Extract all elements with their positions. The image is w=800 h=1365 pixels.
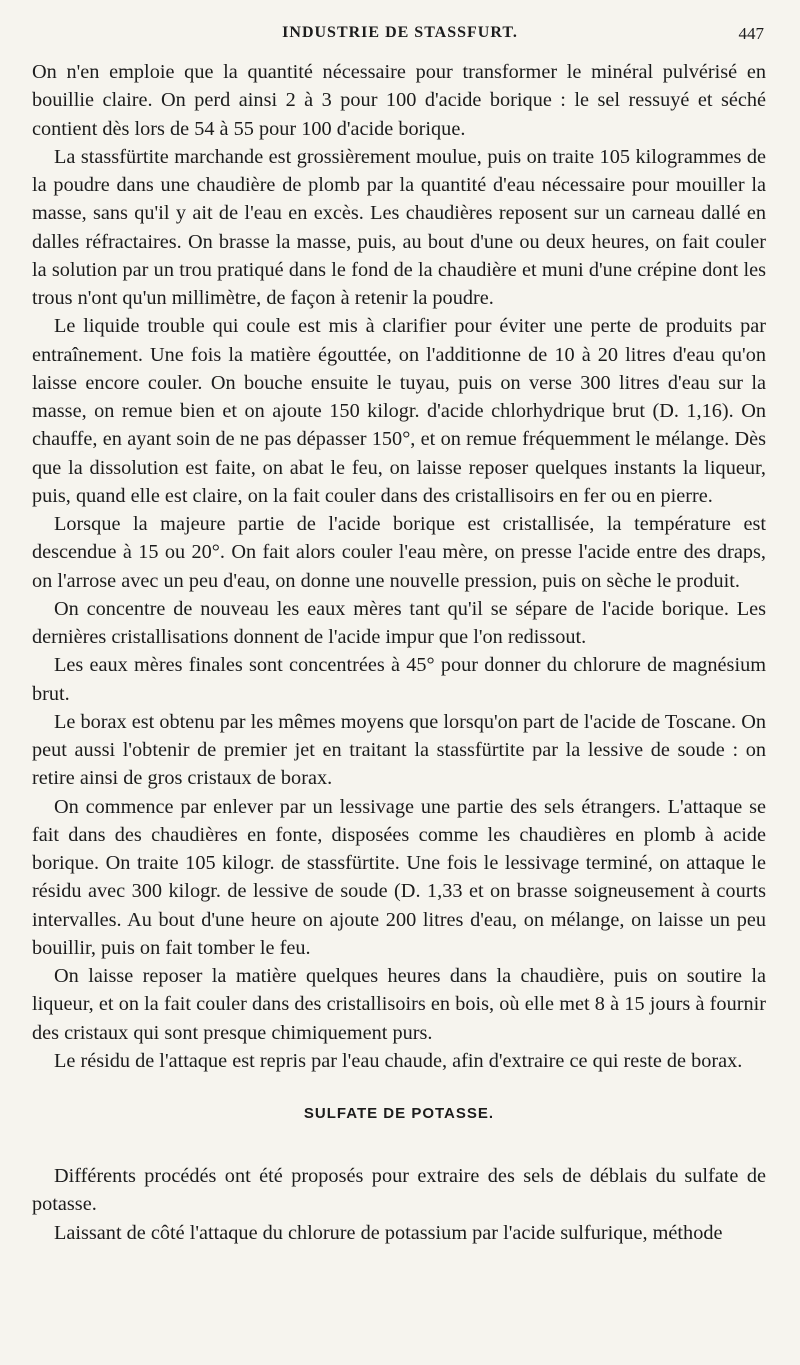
body-text [32,58,766,1247]
section-paragraph: Différents procédés ont été proposés pour extraire des sels de déblais du sulfate de potasse. [32,1165,766,1216]
section-paragraph: Laissant de côté l'attaque du chlorure de potassium par l'acide sulfurique, méthode [54,1221,723,1244]
paragraph: On concentre de nouveau les eaux mères tant qu'il se sépare de l'acide borique. Les dernières cristallisations donnent de l'acide impur que l'on redissout. [32,597,766,648]
page-number: 447 [738,24,764,43]
paragraph: Le liquide trouble qui coule est mis à clarifier pour éviter une perte de produits par entraînement. Une fois la matière égouttée, on l'additionne de 10 à 20 litres d'eau qu'on laisse encore couler. On bouche ensuite le tuyau, puis on verse 300 litres d'eau sur la masse, on remue bien et on ajoute 150 kilogr. d'acide chlorhydrique brut (D. 1,16). On chauffe, en ayant soin de ne pas dépasser 150°, et on remue fréquemment le mélange. Dès que la dissolution est faite, on abat le feu, on laisse reposer quelques instants la liqueur, puis, quand elle est claire, on la fait couler dans des cristallisoirs en fer ou en pierre. [32,315,766,507]
paragraph: Le résidu de l'attaque est repris par l'eau chaude, afin d'extraire ce qui reste de borax. [54,1049,743,1072]
paragraph: On commence par enlever par un lessivage une partie des sels étrangers. L'attaque se fait dans des chaudières en fonte, disposées comme les chaudières en plomb à acide borique. On traite 105 kilogr. de stassfürtite. Une fois le lessivage terminé, on attaque le résidu avec 300 kilogr. de lessive de soude (D. 1,33 et on brasse soigneusement à courts intervalles. Au bout d'une heure on ajoute 200 litres d'eau, on mélange, on laisse un peu bouillir, puis on fait tomber le feu. [32,795,766,959]
paragraph: La stassfürtite marchande est grossièrement moulue, puis on traite 105 kilogrammes de la poudre dans une chaudière de plomb par la quantité d'eau nécessaire pour mouiller la masse, sans qu'il y ait de l'eau en excès. Les chaudières reposent sur un carneau dallé en dalles réfractaires. On brasse la masse, puis, au bout d'une ou deux heures, on fait couler la solution par un trou pratiqué dans le fond de la chaudière et muni d'une crépine dont les trous n'ont qu'un millimètre, de façon à retenir la poudre. [32,145,766,309]
paragraph: On laisse reposer la matière quelques heures dans la chaudière, puis on soutire la liqueur, et on la fait couler dans des cristallisoirs en bois, où elle met 8 à 15 jours à fournir des cristaux qui sont presque chimiquement purs. [32,965,766,1044]
running-title: INDUSTRIE DE STASSFURT. [282,24,518,41]
paragraph: Les eaux mères finales sont concentrées à 45° pour donner du chlorure de magnésium brut. [32,654,766,705]
paragraph-continuation: On n'en emploie que la quantité nécessaire pour transformer le minéral pulvérisé en bouillie claire. On perd ainsi 2 à 3 pour 100 d'acide borique : le sel ressuyé et séché contient dès lors de 54 à 55 pour 100 d'acide borique. [32,61,766,140]
paragraph: Le borax est obtenu par les mêmes moyens que lorsqu'on part de l'acide de Toscane. On peut aussi l'obtenir de premier jet en traitant la stassfürtite par la lessive de soude : on retire ainsi de gros cristaux de borax. [32,710,766,790]
section-title: SULFATE DE POTASSE. [303,1105,495,1122]
paragraph: Lorsque la majeure partie de l'acide borique est cristallisée, la température est descendue à 15 ou 20°. On fait alors couler l'eau mère, on presse l'acide entre des draps, on l'arrose avec un peu d'eau, on donne une nouvelle pression, puis on sèche le produit. [32,513,766,592]
running-header [0,20,800,50]
